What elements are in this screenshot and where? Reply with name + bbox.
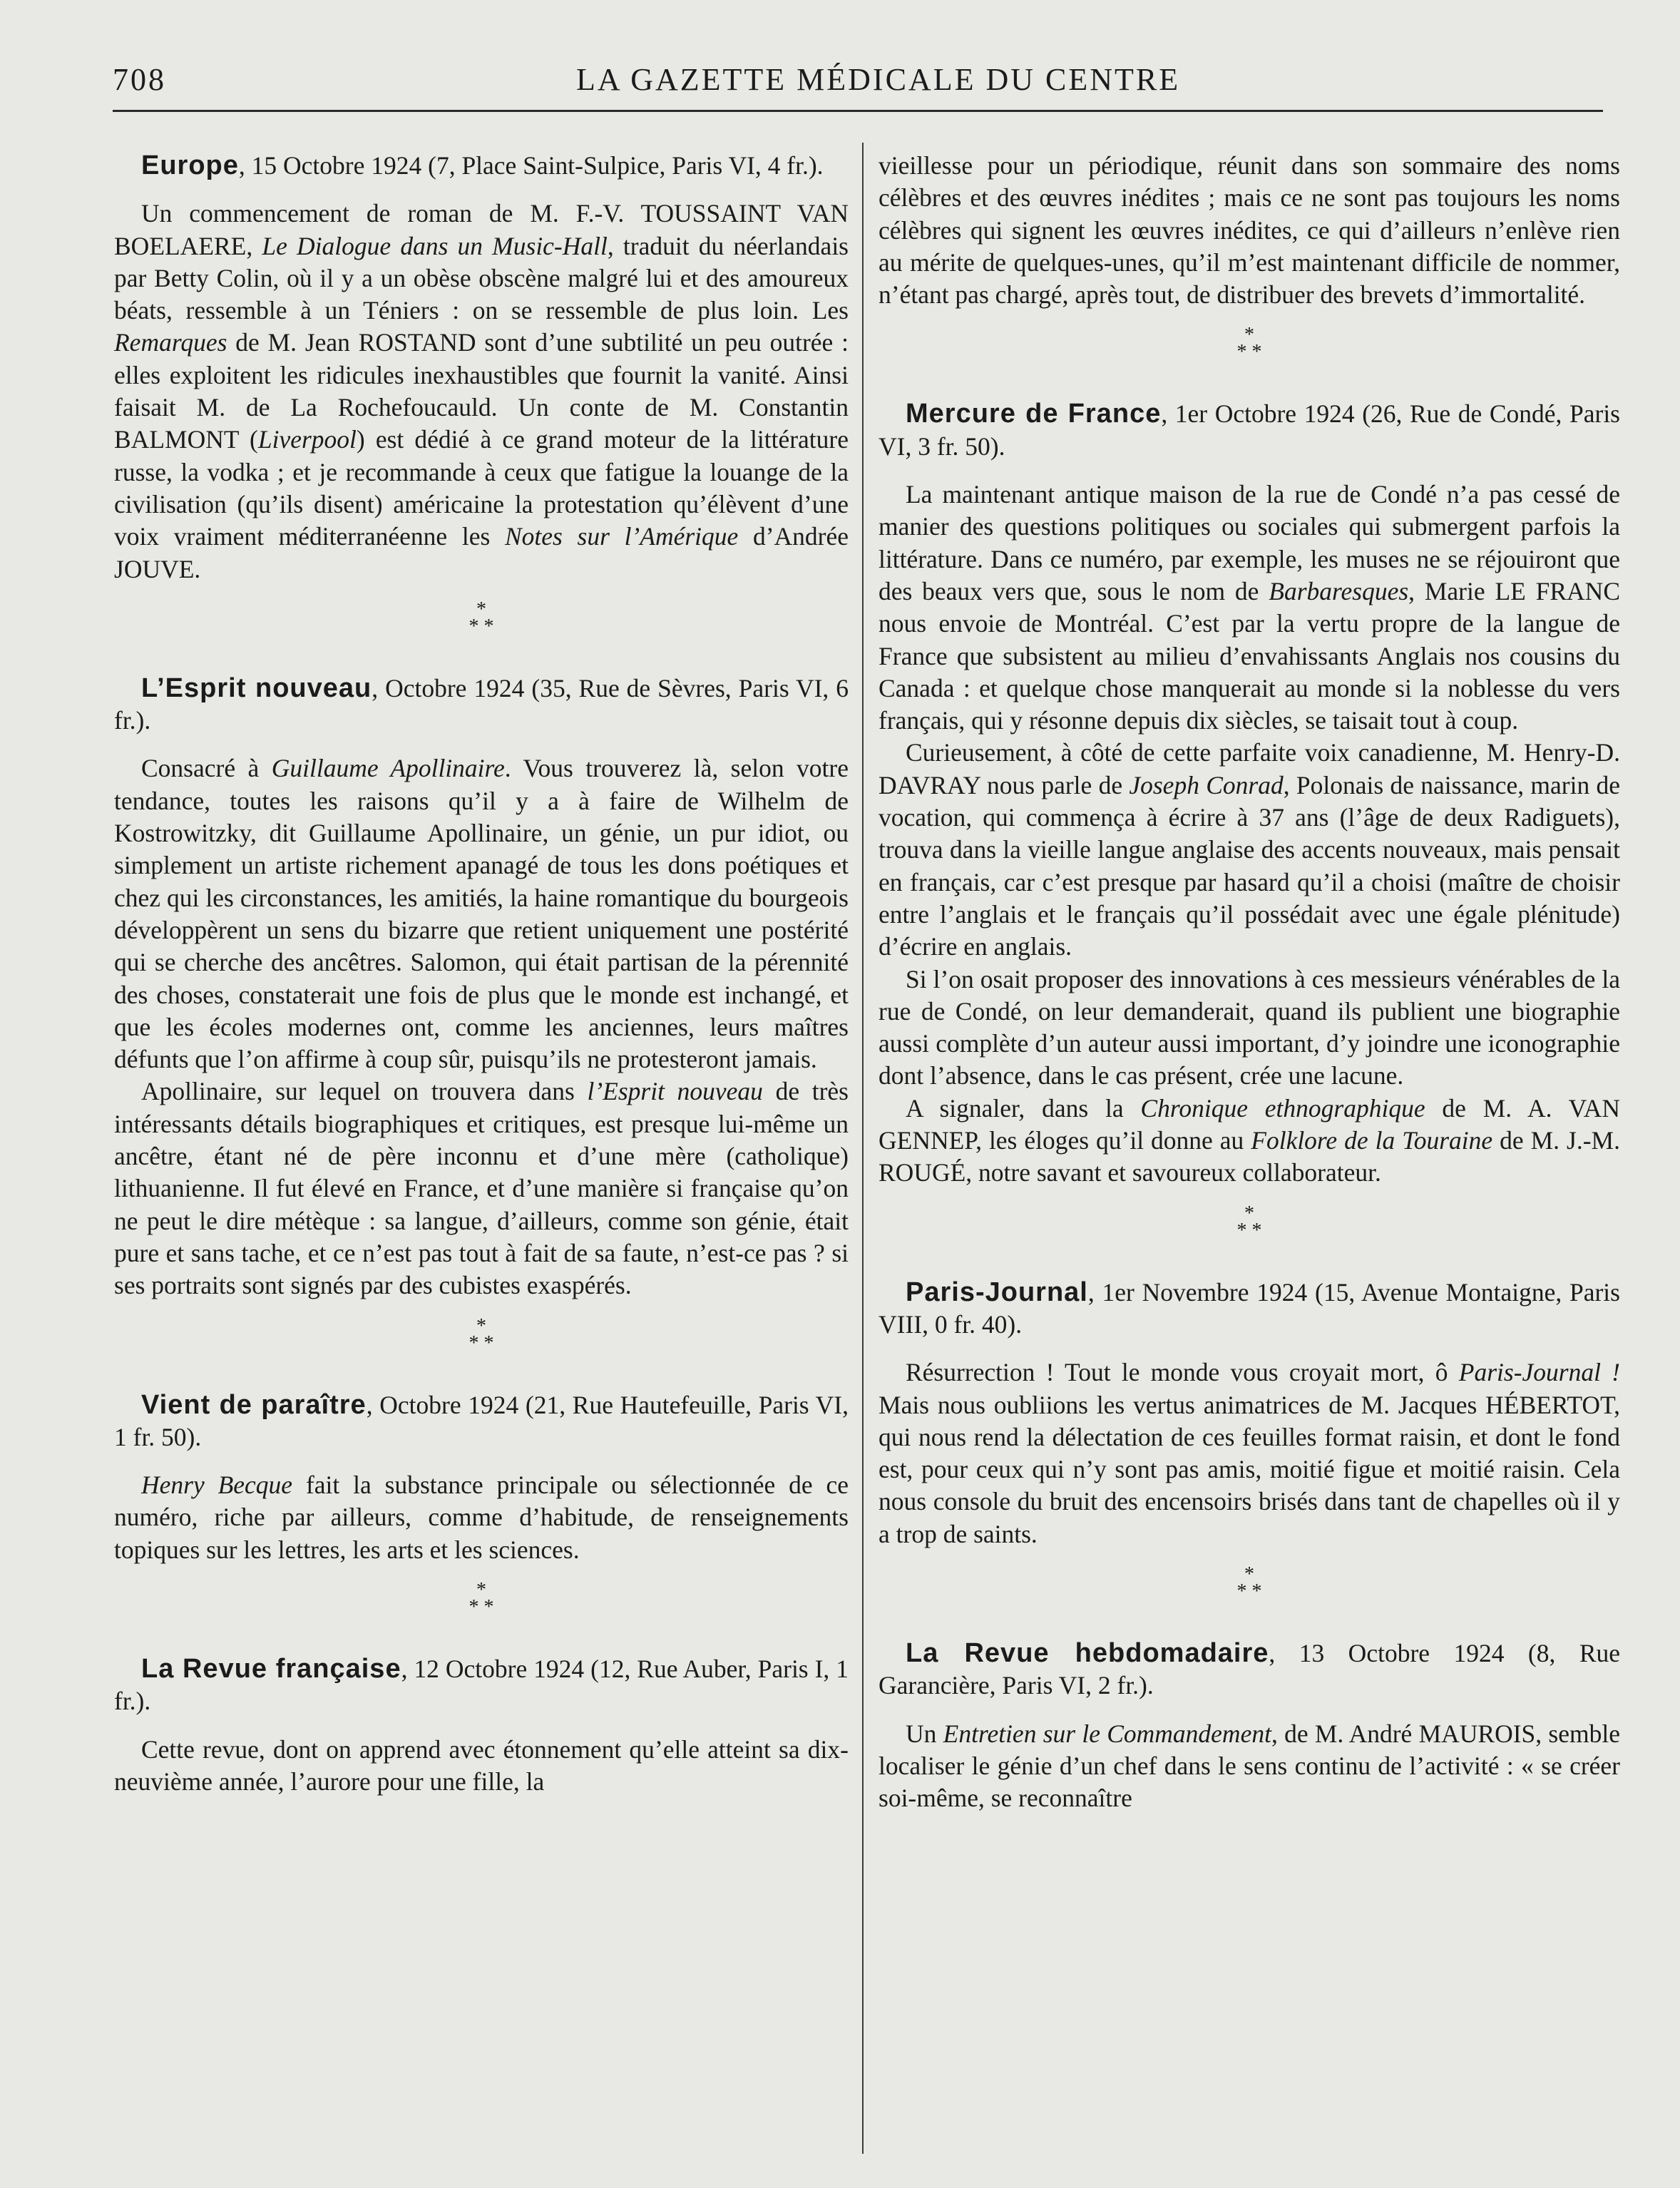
- separator-star-top: *: [1244, 324, 1254, 347]
- entry-body: [879, 479, 1620, 1190]
- text-run: ) est dédié à ce grand moteur de la littérature russe, la vodka ; et je recommande à ceux que fatigue la louange de la civilisation (qu’ils disent) américaine la protestation qu’élèvent d’une voix vraiment méditerranéenne les: [114, 425, 849, 551]
- entry-body: [114, 1469, 849, 1566]
- paragraph: [114, 1075, 849, 1302]
- text-run: fait la substance principale ou sélectionnée de ce numéro, riche par ailleurs, comme d’habitude, de renseignements topiques sur les lettres, les arts et les sciences.: [114, 1471, 849, 1564]
- review-entry: [114, 150, 849, 586]
- section-separator: [114, 598, 849, 638]
- journal-details: , 1er Octobre 1924 (26, Rue de Condé, Paris VI, 3 fr. 50).: [879, 399, 1620, 461]
- entry-heading: [879, 398, 1620, 463]
- journal-details: , 15 Octobre 1924 (7, Place Saint-Sulpice, Paris VI, 4 fr.).: [238, 151, 824, 180]
- journal-title: La Revue hebdomadaire: [906, 1637, 1269, 1668]
- text-run: de M. A. VAN GENNEP, les éloges qu’il donne au: [879, 1093, 1620, 1155]
- entry-heading: [114, 1653, 849, 1718]
- entry-heading: [114, 150, 849, 182]
- section-separator: [879, 1202, 1620, 1242]
- italic-text: Joseph Conrad: [1129, 770, 1284, 799]
- paragraph: [114, 752, 849, 1075]
- separator-stars-bottom: * *: [468, 1595, 494, 1618]
- text-run: A signaler, dans la: [906, 1093, 1141, 1123]
- entry-heading: [114, 673, 849, 737]
- journal-details: , 1er Novembre 1924 (15, Avenue Montaigne, Paris VIII, 0 fr. 40).: [879, 1277, 1620, 1339]
- page-number: 708: [113, 62, 166, 97]
- text-run: Curieusement, à côté de cette parfaite voix canadienne, M. Henry-D. DAVRAY nous parle de: [879, 738, 1620, 799]
- paragraph: [879, 1718, 1620, 1815]
- text-run: Résurrection ! Tout le monde vous croyait mort, ô: [906, 1358, 1459, 1387]
- separator-star-top: *: [476, 1314, 486, 1337]
- italic-text: Remarques: [114, 328, 227, 357]
- section-separator: [114, 1314, 849, 1354]
- text-run: Apollinaire, sur lequel on trouvera dans: [141, 1077, 588, 1106]
- italic-text: Henry Becque: [141, 1471, 293, 1500]
- italic-text: l’Esprit nouveau: [587, 1077, 763, 1106]
- entry-body: [114, 1734, 849, 1799]
- italic-text: Chronique ethnographique: [1140, 1093, 1425, 1123]
- section-separator: [879, 324, 1620, 364]
- text-run: , traduit du néerlandais par Betty Colin, où il y a un obèse obscène malgré lui et des amoureux béats, ressemble à un Téniers : on se ressemble de plus loin. Les: [114, 231, 849, 325]
- italic-text: Paris-Journal !: [1458, 1358, 1621, 1387]
- review-entry: [879, 1637, 1620, 1814]
- review-entry: [879, 398, 1620, 1189]
- separator-stars-bottom: * *: [1236, 1580, 1262, 1602]
- text-run: Si l’on osait proposer des innovations à ces messieurs vénérables de la rue de Condé, on leur demanderait, quand ils publient une biographie aussi complète d’un auteur aussi important, d’y joindre une iconographie dont l’absence, dans le cas présent, crée une lacune.: [879, 964, 1620, 1090]
- running-header: [113, 61, 1603, 111]
- text-run: Mais nous oubliions les vertus animatrices de M. Jacques HÉBERTOT, qui nous rend la délectation de ces feuilles format raisin, et dont le fond est, pour ceux qui n’y sont pas amis, moitié figue et moitié raisin. Cela nous console du bruit des encensoirs brisés dans tant de chapelles où il y a trop de saints.: [879, 1390, 1620, 1548]
- italic-text: Guillaume Apollinaire: [271, 754, 505, 783]
- paragraph: [114, 1469, 849, 1566]
- italic-text: Barbaresques: [1269, 576, 1409, 605]
- text-run: La maintenant antique maison de la rue de Condé n’a pas cessé de manier des questions politiques ou sociales qui submergent parfois la littérature. Dans ce numéro, par exemple, les muses ne se réjouiront que des beaux vers que, sous le nom de: [879, 480, 1620, 605]
- entry-body: [879, 1356, 1620, 1550]
- journal-title: Paris-Journal: [906, 1277, 1088, 1307]
- paragraph: [879, 737, 1620, 963]
- text-run: de M. J.-M. ROUGÉ, notre savant et savoureux collaborateur.: [879, 1126, 1620, 1187]
- review-entry: [879, 1277, 1620, 1550]
- paragraph: [879, 150, 1620, 311]
- italic-text: Entretien sur le Commandement: [943, 1719, 1271, 1748]
- paragraph: [879, 479, 1620, 737]
- text-run: , de M. André MAUROIS, semble localiser le génie d’un chef dans le sens continu de l’activité : « se créer soi-même, se reconnaître: [879, 1719, 1620, 1813]
- entry-body: [879, 1718, 1620, 1815]
- journal-title: Mercure de France: [906, 399, 1162, 429]
- text-run: Cette revue, dont on apprend avec étonnement qu’elle atteint sa dix-neuvième année, l’aurore pour une fille, la: [114, 1734, 849, 1796]
- text-run: . Vous trouverez là, selon votre tendance, toutes les raisons qu’il y a à faire de Wilhelm de Kostrowitzky, dit Guillaume Apollinaire, un génie, un pur idiot, ou simplement un artiste richement apanagé de tous les dons poétiques et chez qui les circonstances, les amitiés, la haine romantique du bourgeois développèrent un sens du bizarre que retient uniquement une postérité qui se cherche des ancêtres. Salomon, qui était partisan de la pérennité des choses, constaterait une fois de plus que le monde est inchangé, et que les écoles modernes ont, comme les anciennes, leurs maîtres défunts que l’on affirme à coup sûr, puisqu’ils ne protesteront jamais.: [114, 754, 849, 1074]
- separator-stars-bottom: * *: [468, 1331, 494, 1354]
- paragraph: [114, 198, 849, 586]
- text-run: de très intéressants détails biographiques et critiques, est presque lui-même un ancêtre, étant né de père inconnu et d’une mère (catholique) lithuanienne. Il fut élevé en France, et d’une manière si française qu’on ne peut le dire métèque : sa langue, d’ailleurs, comme son génie, était pure et sans tache, et ce n’est pas tout à fait de sa faute, n’est-ce pas ? si ses portraits sont signés par des cubistes exaspérés.: [114, 1077, 849, 1300]
- review-entry: [114, 673, 849, 1302]
- text-run: Consacré à: [141, 754, 272, 783]
- journal-details: , 12 Octobre 1924 (12, Rue Auber, Paris I, 1 fr.).: [114, 1654, 849, 1716]
- separator-star-top: *: [476, 598, 486, 620]
- entry-heading: [879, 1637, 1620, 1702]
- text-run: de M. Jean ROSTAND sont d’une subtilité un peu outrée : elles exploitent les ridicules inexhaustibles que fournit la vanité. Ainsi faisait M. de La Rochefoucauld. Un conte de M. Constantin BALMONT (: [114, 328, 849, 454]
- paragraph: [879, 963, 1620, 1093]
- separator-star-top: *: [1244, 1563, 1254, 1585]
- italic-text: Liverpool: [257, 425, 357, 454]
- italic-text: Folklore de la Touraine: [1251, 1126, 1493, 1155]
- section-separator: [879, 1563, 1620, 1602]
- entry-heading: [114, 1389, 849, 1454]
- journal-details: , 13 Octobre 1924 (8, Rue Garancière, Paris VI, 2 fr.).: [879, 1638, 1621, 1700]
- separator-stars-bottom: * *: [1236, 341, 1262, 364]
- column-divider: [862, 143, 864, 2154]
- text-run: d’Andrée JOUVE.: [114, 522, 849, 583]
- review-entry: [879, 150, 1620, 311]
- text-run: Un commencement de roman de M. F.-V. TOUSSAINT VAN BOELAERE,: [114, 199, 849, 260]
- separator-star-top: *: [1244, 1202, 1254, 1225]
- separator-stars-bottom: * *: [468, 615, 494, 638]
- left-column: [114, 150, 849, 1798]
- separator-stars-bottom: * *: [1236, 1219, 1262, 1242]
- text-run: , Marie LE FRANC nous envoie de Montréal. C’est par la vertu propre de la langue de France que subsistent au milieu d’envahissants Anglais nos cousins du Canada : et quelque chose manquerait au monde si la noblesse du vers français, qui y résonne depuis dix siècles, se taisait tout à coup.: [879, 576, 1620, 735]
- paragraph: [879, 1356, 1620, 1550]
- page-title: LA GAZETTE MÉDICALE DU CENTRE: [576, 62, 1181, 97]
- journal-details: , Octobre 1924 (21, Rue Hautefeuille, Paris VI, 1 fr. 50).: [114, 1390, 849, 1451]
- entry-body: [879, 150, 1620, 311]
- text-run: Un: [906, 1719, 943, 1748]
- separator-star-top: *: [476, 1578, 486, 1601]
- italic-text: Le Dialogue dans un Music-Hall: [262, 231, 608, 260]
- journal-title: Vient de paraître: [141, 1389, 367, 1420]
- italic-text: Notes sur l’Amérique: [504, 522, 739, 551]
- entry-body: [114, 198, 849, 586]
- entry-heading: [879, 1277, 1620, 1341]
- journal-details: , Octobre 1924 (35, Rue de Sèvres, Paris VI, 6 fr.).: [114, 673, 849, 735]
- journal-title: La Revue française: [141, 1653, 401, 1684]
- header-rule: [113, 110, 1603, 112]
- paragraph: [114, 1734, 849, 1799]
- paragraph: [879, 1093, 1620, 1190]
- text-run: vieillesse pour un périodique, réunit dans son sommaire des noms célèbres et des œuvres inédites ; mais ce ne sont pas toujours les noms célèbres qui signent les œuvres inédites, ce qui d’ailleurs n’enlève rien au mérite de quelques-unes, qu’il m’est maintenant difficile de nommer, n’étant pas chargé, après tout, de distribuer des brevets d’immortalité.: [879, 151, 1620, 310]
- journal-title: L’Esprit nouveau: [141, 673, 372, 703]
- text-run: , Polonais de naissance, marin de vocation, qui commença à écrire à 37 ans (l’âge de deux Radiguets), trouva dans la vieille langue anglaise des accents nouveaux, mais pensait en français, car c’est presque par hasard qu’il a choisi (maître de choisir entre l’anglais et le français qu’il possédait avec une égale plénitude) d’écrire en anglais.: [879, 770, 1620, 961]
- review-entry: [114, 1653, 849, 1798]
- journal-title: Europe: [141, 150, 239, 180]
- entry-body: [114, 752, 849, 1302]
- right-column: [879, 150, 1620, 1814]
- section-separator: [114, 1578, 849, 1618]
- review-entry: [114, 1389, 849, 1566]
